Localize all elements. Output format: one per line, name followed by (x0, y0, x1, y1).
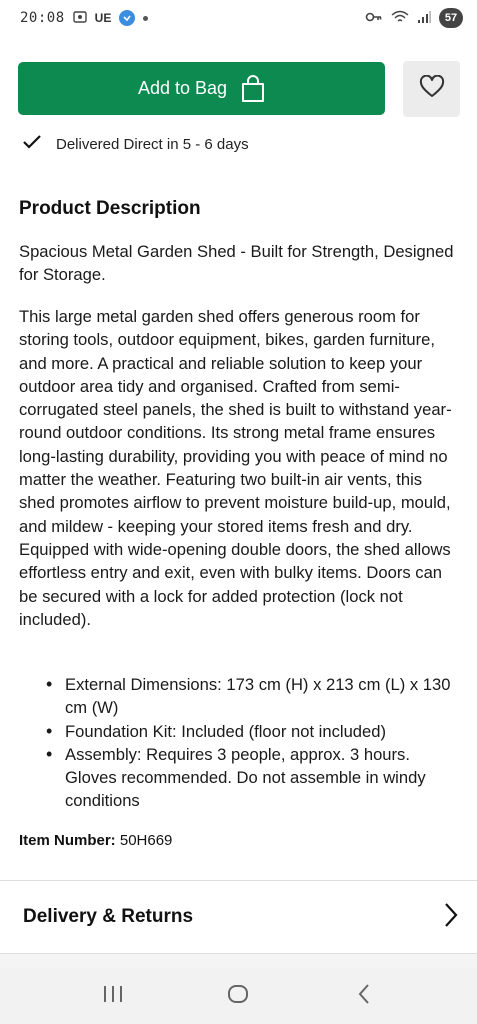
battery-indicator: 57 (439, 8, 463, 28)
add-to-bag-button[interactable] (18, 62, 385, 115)
nav-recents-button[interactable] (83, 974, 143, 1018)
delivery-estimate (22, 134, 249, 154)
signal-icon (417, 10, 431, 27)
heart-icon (419, 75, 445, 104)
feature-item-assembly: • Assembly: Requires 3 people, approx. 3 hours. Gloves recommended. Do not assemble in windy conditions (46, 743, 456, 813)
status-carrier: UE (94, 11, 112, 25)
product-feature-list (46, 673, 456, 813)
back-icon (356, 983, 372, 1010)
delivery-returns-label: Delivery & Returns (23, 906, 194, 927)
wishlist-button[interactable] (403, 61, 460, 117)
chevron-right-icon (443, 902, 459, 933)
app-notification-icon (119, 10, 135, 26)
recents-icon (102, 984, 124, 1009)
delivery-estimate-text: Delivered Direct in 5 - 6 days (56, 135, 249, 153)
delivery-returns-row[interactable] (0, 881, 477, 953)
notification-dot-icon (143, 16, 148, 21)
check-icon (22, 134, 42, 154)
home-icon (227, 983, 249, 1010)
status-bar (0, 0, 477, 36)
item-number-label: Item Number: (19, 832, 116, 849)
section-gap (0, 954, 477, 968)
feature-item-foundation: • Foundation Kit: Included (floor not included) (46, 720, 456, 743)
add-to-bag-label: Add to Bag (137, 78, 228, 98)
feature-item-dimensions: • External Dimensions: 173 cm (H) x 213 cm (L) x 130 cm (W) (46, 673, 456, 720)
screenshot-icon (73, 10, 87, 27)
nav-home-button[interactable] (208, 974, 268, 1018)
system-navigation-bar (0, 968, 477, 1024)
nav-back-button[interactable] (334, 974, 394, 1018)
status-time: 20:08 (20, 10, 65, 26)
item-number (19, 832, 172, 849)
item-number-value: 50H669 (119, 832, 173, 849)
product-description-body: This large metal garden shed offers generous room for storing tools, outdoor equipment, bikes, garden furniture, and more. A practical and reliable solution to keep your outdoor area tidy and organised. Crafted from semi-corrugated steel panels, the shed is built to withstand year-round outdoor conditions. Its strong metal frame ensures long-lasting durability, providing you with peace of mind no matter the weather. Featuring two built-in air vents, this shed promotes airflow to prevent moisture build-up, mould, and mildew - keeping your stored items fresh and dry. Equipped with wide-opening double doors, the shed allows effortless entry and exit, even with bulky items. Doors can be secured with a lock for added protection (lock not included). (19, 307, 452, 629)
product-description-intro: Spacious Metal Garden Shed - Built for Strength, Designed for Storage. (19, 242, 454, 285)
product-description-title: Product Description (19, 198, 201, 219)
key-icon (365, 10, 383, 26)
shopping-bag-icon (241, 75, 265, 103)
status-left (20, 10, 148, 27)
status-right (365, 8, 463, 28)
wifi-icon (391, 10, 409, 27)
